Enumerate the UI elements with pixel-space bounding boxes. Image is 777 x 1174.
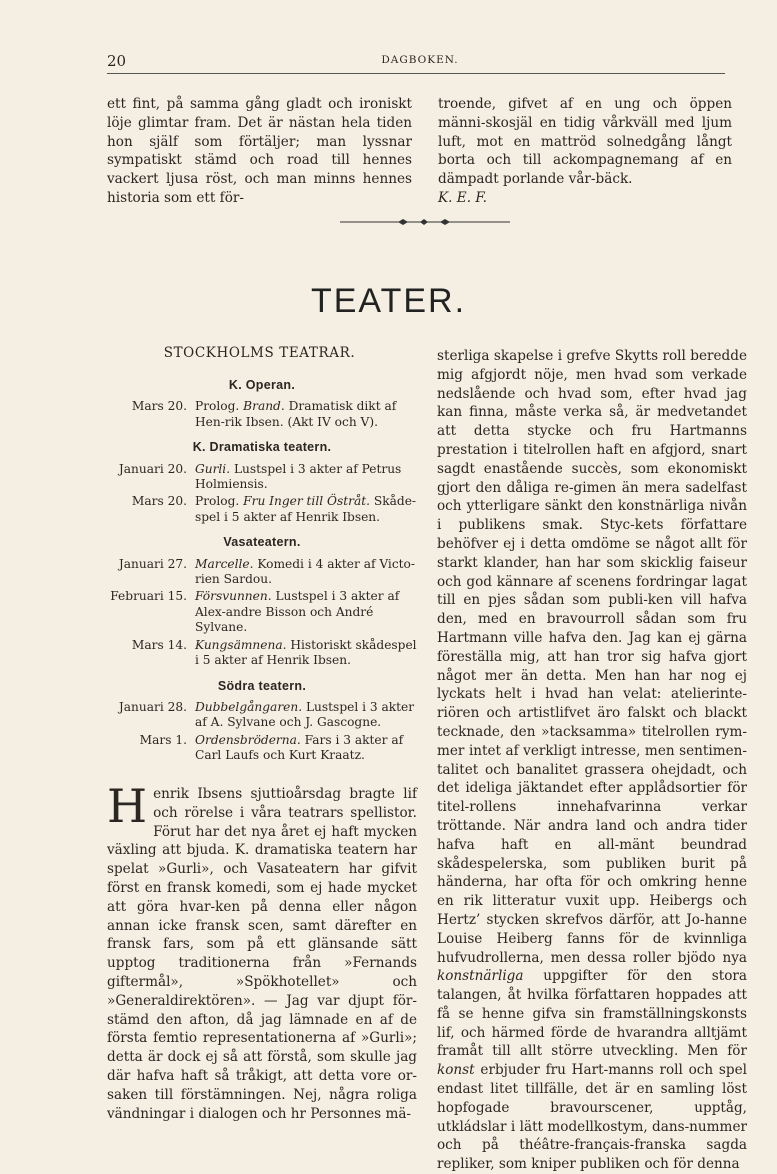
listing-entry <box>107 399 417 430</box>
entry-text: Ordensbröderna. Fars i 3 akter af Carl Laufs och Kurt Kraatz. <box>195 732 404 763</box>
article-left-column <box>107 779 417 1123</box>
entry-date: Februari 15. <box>110 589 187 604</box>
theatres-heading: STOCKHOLMS TEATRAR. <box>163 345 356 361</box>
top-left-paragraph: ett fint, på samma gång gladt och ironiskt löje glimtar fram. Det är nästan hela tiden hon själf som förtäljer; man lyssnar sympatiskt stämd och road till hennes vackert ljusa röst, och man minns hennes historia som ett för- <box>107 96 412 206</box>
entry-date: Mars 20. <box>131 399 187 414</box>
venue-name: K. Operan. <box>228 378 296 392</box>
venue-block <box>107 440 417 525</box>
venue-block <box>107 378 417 430</box>
top-left-column <box>107 95 412 208</box>
header-rule <box>107 73 725 74</box>
listing-entry <box>107 589 417 635</box>
listing-entry <box>107 733 417 764</box>
entry-date: Mars 1. <box>139 732 187 747</box>
listing-entry <box>107 462 417 493</box>
entry-date: Januari 27. <box>118 556 187 571</box>
signature: K. E. F. <box>438 189 487 206</box>
listing-entry <box>107 638 417 669</box>
listing-entry <box>107 557 417 588</box>
venue-block <box>107 679 417 764</box>
drop-cap: H <box>107 779 148 833</box>
entry-date: Januari 28. <box>118 699 187 714</box>
article-paragraph-right: sterliga skapelse i grefve Skytts roll beredde mig afgjordt nöje, men hvad som verkade nedslående och hvad som, efter hvad jag kan finna, måste verka så, är medvetandet att detta stycke och fru Hartmanns prestation i titelrollen haft en afgjord, snart sagdt enastående succès, som ekonomiskt gjort den dåliga re-gimen än mera sadelfast och ytterligare sänkt den konstnärliga nivån i publikens smak. Styc-kets författare behöfver ej i detta omdöme se något allt för starkt klander, han har som skicklig faiseur och god kännare af scenens fordringar lagat till en pjes sådan som publi-ken vill hafva den, med en bravourroll sådan som fru Hartmann ville hafva den. Jag kan ej gärna föreställa mig, att han tror sig hafva gjort något mer än detta. Men han har nog ej lyckats helt i hvad han velat: atelierinte-riören och artistlifvet äro falskt och blackt tecknade, den »tacksamma» titelrollen rym-mer intet af verkligt intresse, men sentimen-talitet och banalitet grassera ohejdadt, och det ideliga jäktandet efter applådsortier för titel-rollens innehafvarinna verkar tröttande. När andra land och andra tider hafva haft en all-mänt beundrad skådespelerska, som publiken burit på händerna, har ofta för och omkring henne en rik litteratur vuxit upp. Heibergs och Hertz’ stycken skrefvos därför, att Jo-hanne Louise Heiberg fanns för de kvinnliga hufvudrollerna, men dessa roller bjödo nya konstnärliga uppgifter för den stora talangen, åt hvilka författaren hoppades att få se henne gifva sin framställningskonsts lif, och härmed förde de hvarandra alltjämt framåt till allt större utveckling. Men för konst erbjuder fru Hart-manns roll och spel endast litet tillfälle, det är en samling löst hopfogade bravourscener, upptåg, utkládslar i lätt modellkostym, dans-nummer och på théâtre-français-franska sagda repliker, som kniper publiken och för denna <box>437 348 747 1173</box>
entry-date: Mars 14. <box>131 637 187 652</box>
section-title: TEATER. <box>310 282 467 320</box>
top-right-column <box>438 95 732 208</box>
venue-name: Södra teatern. <box>217 678 307 693</box>
entry-text: Gurli. Lustspel i 3 akter af Petrus Holmiensis. <box>195 461 402 492</box>
entry-text: Dubbelgångaren. Lustspel i 3 akter af A. Sylvane och J. Gascogne. <box>195 699 415 730</box>
page-number: 20 <box>107 52 127 70</box>
entry-date: Januari 20. <box>118 461 187 476</box>
running-title: DAGBOKEN. <box>381 54 459 66</box>
venue-name: K. Dramatiska teatern. <box>192 440 332 455</box>
ornament-divider <box>340 212 510 232</box>
theatre-listings <box>107 368 417 766</box>
listing-entry <box>107 494 417 525</box>
article-right-column <box>437 347 747 1174</box>
listing-entry <box>107 700 417 731</box>
entry-text: Prolog. Brand. Dramatisk dikt af Hen-rik Ibsen. (Akt IV och V). <box>195 399 397 429</box>
entry-text: Kungsämnena. Historiskt skådespel i 5 akter af Henrik Ibsen. <box>195 637 417 668</box>
entry-text: Försvunnen. Lustspel i 3 akter af Alex-andre Bisson och André Sylvane. <box>195 589 400 635</box>
article-paragraph-left: Henrik Ibsens sjuttioårsdag bragte lif och rörelse i våra teatrars spellistor. Förut har det nya året ej haft mycken växling att bjuda. K. dramatiska teatern har spelat »Gurli», och Vasateatern har gifvit först en fransk komedi, som ej hade mycket att göra hvar-ken på denna eller någon annan icke fransk scen, samt därefter en fransk fars, som på ett glänsande sätt upptog traditionerna från »Fernands giftermål», »Spökhotellet» och »Generaldirektören». — Jag var djupt för-stämd den afton, då jag lämnade en af de första femtio representationerna af »Gurli»; detta är dock ej så att förstå, som skulle jag där hafva haft så tråkigt, att detta vore or-saken till förstämningen. Nej, några roliga vändningar i dialogen och hr Personnes mä- <box>107 779 417 1122</box>
entry-date: Mars 20. <box>131 494 187 509</box>
venue-block <box>107 535 417 668</box>
venue-name: Vasateatern. <box>223 535 301 550</box>
entry-text: Marcelle. Komedi i 4 akter af Victo-rien Sardou. <box>195 556 416 587</box>
entry-text: Prolog. Fru Inger till Östråt. Skåde-spel i 5 akter af Henrik Ibsen. <box>195 494 417 524</box>
top-right-paragraph: troende, gifvet af en ung och öppen männi-skosjäl en tidig vårkväll med ljum luft, mot en mattröd solnedgång långt borta och till ackompagnemang af en dämpadt porlande vår-bäck. <box>438 96 732 188</box>
